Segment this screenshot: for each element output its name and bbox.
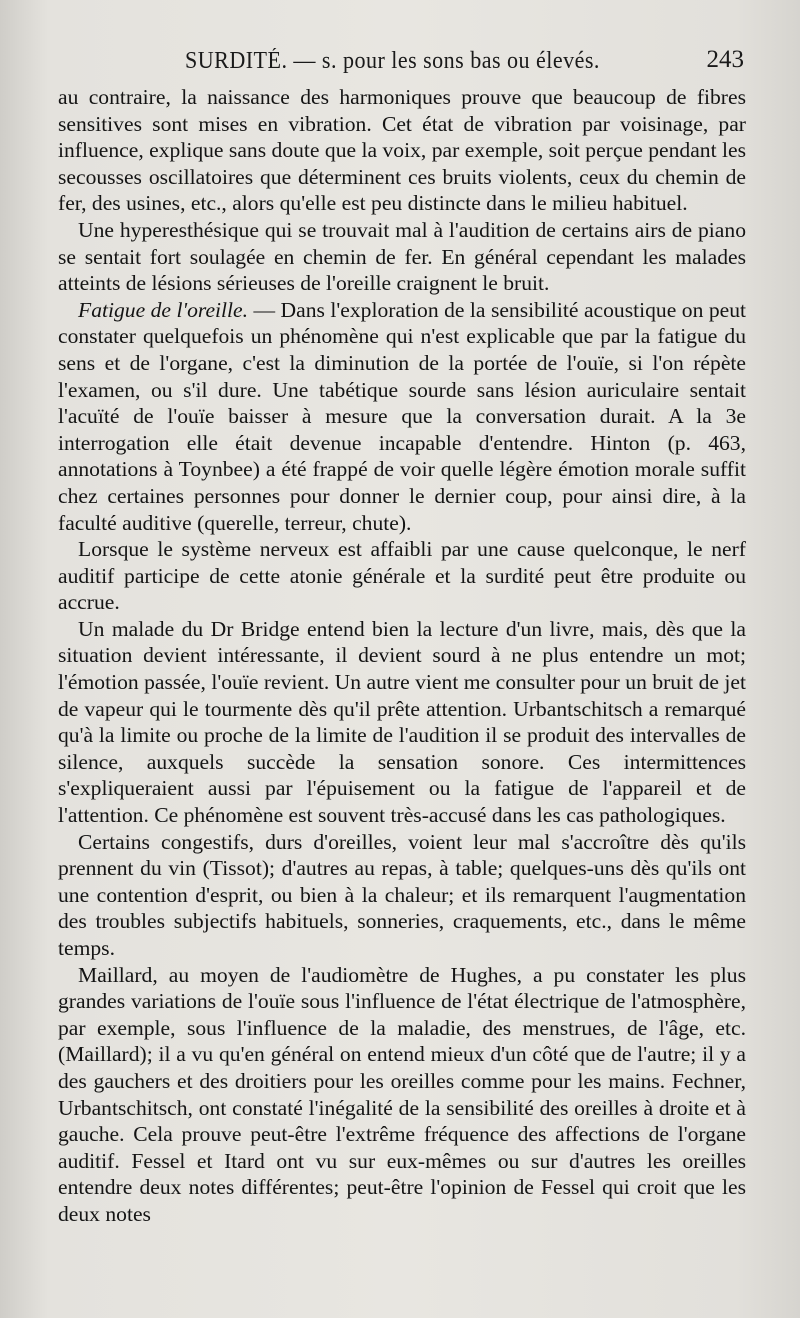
body-text — [58, 84, 746, 1228]
page-number: 243 — [706, 46, 744, 73]
paragraph: Une hyperesthésique qui se trouvait mal à l'audition de certains airs de piano se sentait fort soulagée en chemin de fer. En général cependant les malades atteints de lésions sérieuses de l'oreille craignent le bruit. — [58, 217, 746, 296]
paragraph: Certains congestifs, durs d'oreilles, voient leur mal s'accroître dès qu'ils prennent du vin (Tissot); d'autres au repas, à table; quelques-uns dès qu'ils ont une contention d'esprit, ou bien à la chaleur; et ils remarquent l'augmentation des troubles subjectifs habituels, sonneries, craquements, etc., dans le même temps. — [58, 829, 746, 960]
paragraph: Un malade du Dr Bridge entend bien la lecture d'un livre, mais, dès que la situation devient intéressante, il devient sourd à ne plus entendre un mot; l'émotion passée, l'ouïe revient. Un autre vient me consulter pour un bruit de jet de vapeur qui le tourmente dès qu'il prête attention. Urbantschitsch a remarqué qu'à la limite ou proche de la limite de l'audition il se produit des intervalles de silence, auxquels succède la sensation sonore. Ces intermittences s'expliqueraient aussi par l'épuisement ou la fatigue de l'appareil et de l'attention. Ce phénomène est souvent très-accusé dans les cas pathologiques. — [58, 616, 746, 828]
paragraph: Lorsque le système nerveux est affaibli par une cause quelconque, le nerf auditif participe de cette atonie générale et la surdité peut être produite ou accrue. — [58, 537, 746, 615]
section-heading: Fatigue de l'oreille. — [78, 297, 249, 322]
running-head-title: SURDITÉ. — s. pour les sons bas ou élevés. — [185, 48, 600, 74]
paragraph-text: — Dans l'exploration de la sensibilité acoustique on peut constater quelquefois un phénomène qui n'est explicable que par la fatigue du sens et de l'organe, c'est la diminution de la portée de l'ouïe, si l'on répète l'examen, ou s'il dure. Une tabétique sourde sans lésion auriculaire sentait l'acuïté de l'ouïe baisser à mesure que la conversation durait. A la 3e interrogation elle était devenue incapable d'entendre. Hinton (p. 463, annotations à Toynbee) a été frappé de voir quelle légère émotion morale suffit chez certaines personnes pour donner le dernier coup, pour ainsi dire, à la faculté auditive (querelle, terreur, chute). — [58, 297, 746, 535]
paragraph-fatigue — [58, 297, 746, 536]
paragraph-continuation: au contraire, la naissance des harmoniques prouve que beaucoup de fibres sensitives sont mises en vibration. Cet état de vibration par voisinage, par influence, explique sans doute que la voix, par exemple, soit perçue pendant les secousses oscillatoires que déterminent ces bruits violents, ceux du chemin de fer, des usines, etc., alors qu'elle est peu distincte dans le milieu habituel. — [58, 85, 746, 216]
paragraph: Maillard, au moyen de l'audiomètre de Hughes, a pu constater les plus grandes variations de l'ouïe sous l'influence de l'état électrique de l'atmosphère, par exemple, sous l'influence de la maladie, des menstrues, de l'âge, etc. (Maillard); il a vu qu'en général on entend mieux d'un côté que de l'autre; il y a des gauchers et des droitiers pour les oreilles comme pour les mains. Fechner, Urbantschitsch, ont constaté l'inégalité de la sensibilité des oreilles à droite et à gauche. Cela prouve peut-être l'extrême fréquence des affections de l'organe auditif. Fessel et Itard ont vu sur eux-mêmes ou sur d'autres les oreilles entendre deux notes différentes; peut-être l'opinion de Fessel qui croit que les deux notes — [58, 962, 746, 1226]
running-head — [58, 44, 750, 80]
